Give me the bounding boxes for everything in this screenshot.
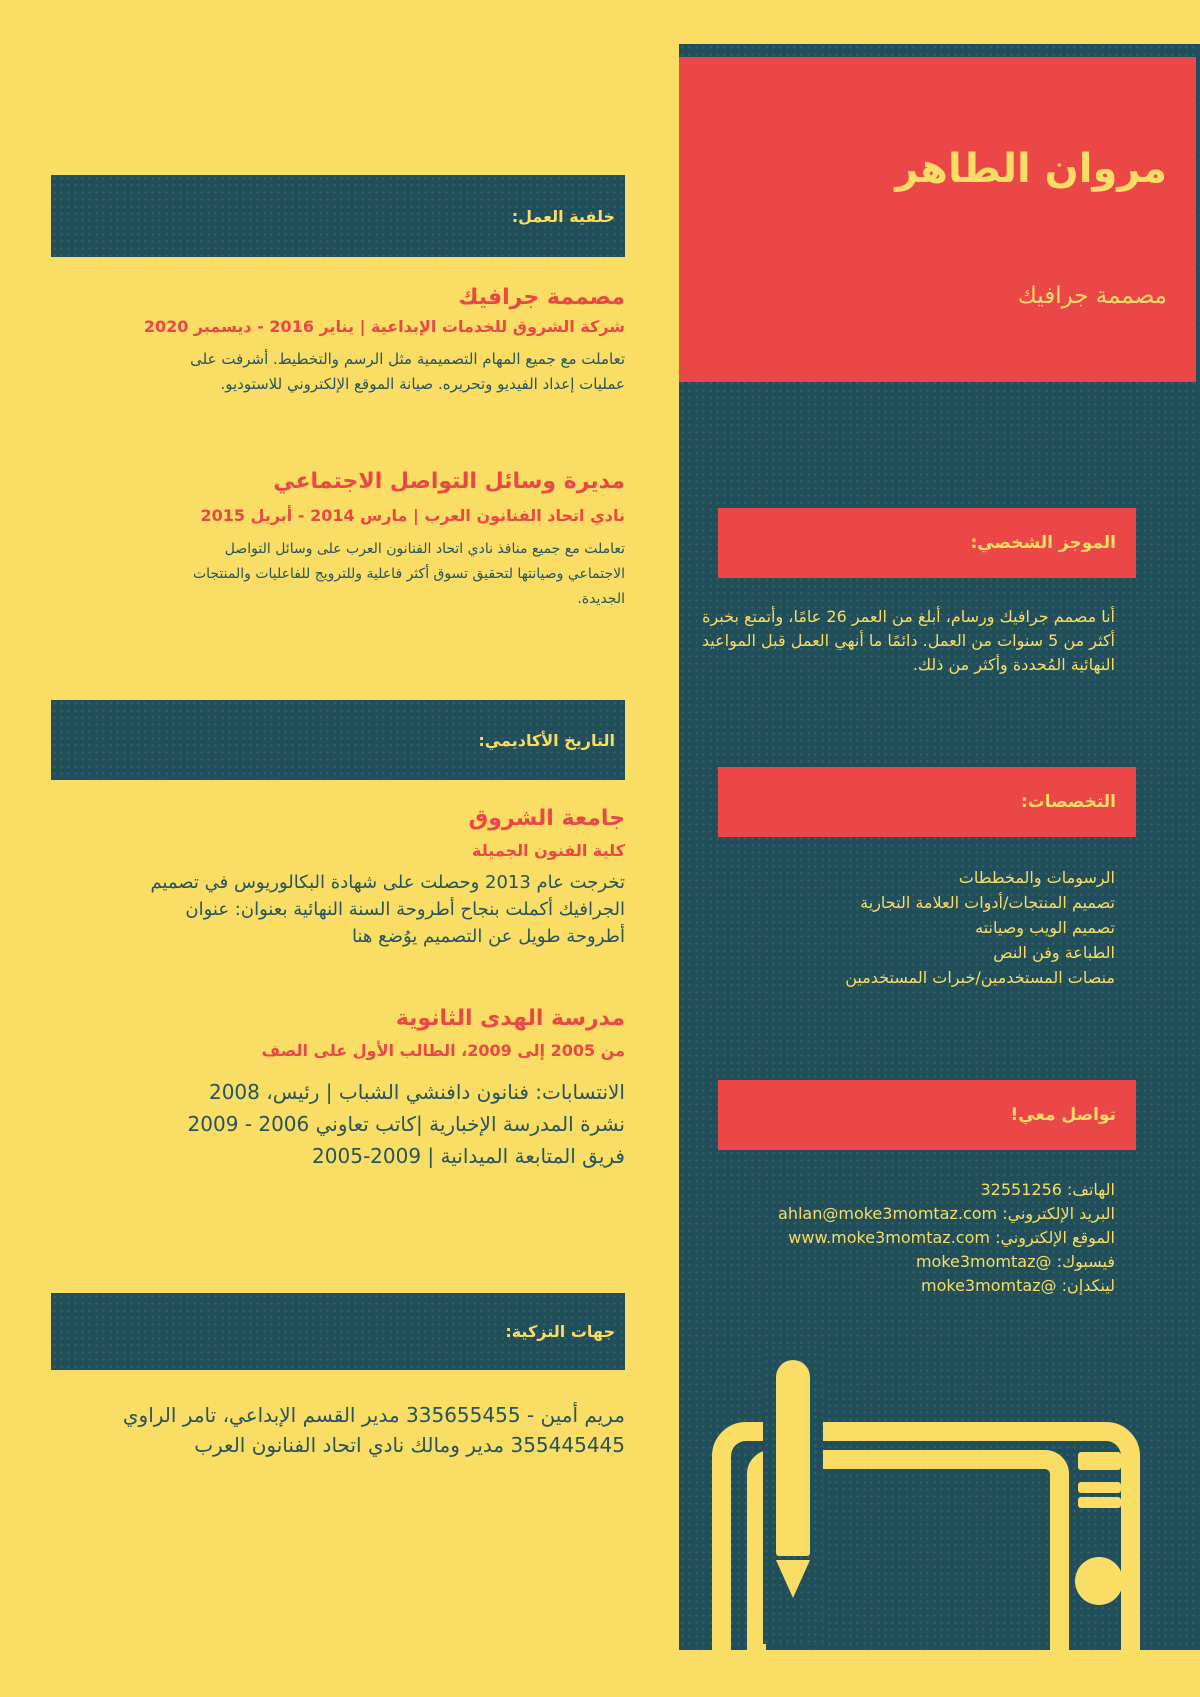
contact-item [683, 1178, 1115, 1202]
person-job-title: مصممة جرافيك [1017, 283, 1167, 309]
contact-label: الموقع الإلكتروني: [995, 1228, 1115, 1247]
contact-value: ahlan@moke3momtaz.com [778, 1204, 998, 1223]
education-description-line: أطروحة طويل عن التصميم يوُضع هنا [352, 926, 625, 947]
tablet-button-icon [1075, 1557, 1123, 1605]
summary-text [683, 605, 1115, 677]
contact-label: البريد الإلكتروني: [1002, 1204, 1115, 1223]
work-section-heading [51, 175, 625, 257]
work-heading-label: خلفية العمل: [511, 206, 615, 226]
summary-section-heading [718, 508, 1136, 578]
specialty-item: الطباعة وفن النص [993, 943, 1115, 962]
specialty-item: منصات المستخدمين/خبرات المستخدمين [845, 968, 1115, 987]
specialty-item: تصميم المنتجات/أدوات العلامة التجارية [860, 893, 1115, 912]
contact-value: www.moke3momtaz.com [788, 1228, 990, 1247]
contact-list [683, 1178, 1115, 1298]
references-line: مريم أمين - 335655455 مدير القسم الإبداعي، تامر الراوي [122, 1403, 625, 1427]
job-description [45, 347, 625, 397]
specialty-item: الرسومات والمخططات [958, 868, 1115, 887]
contact-label: الهاتف: [1067, 1180, 1115, 1199]
contact-item [683, 1226, 1115, 1250]
sidebar-column [679, 44, 1200, 1650]
job-description [45, 537, 625, 612]
specialties-section-heading [718, 767, 1136, 837]
name-header-block [679, 57, 1196, 382]
specialty-item: تصميم الويب وصيانته [975, 918, 1115, 937]
contact-item [683, 1250, 1115, 1274]
education-section-heading [51, 700, 625, 780]
stylus-pen-icon [776, 1360, 810, 1556]
education-description-line: نشرة المدرسة الإخبارية |كاتب تعاوني 2006 - 2009 [187, 1112, 625, 1136]
summary-line: أنا مصمم جرافيك ورسام، أبلغ من العمر 26 عامًا، وأتمتع بخبرة [702, 607, 1115, 626]
summary-heading-label: الموجز الشخصي: [970, 533, 1116, 553]
contact-item [683, 1202, 1115, 1226]
job-meta: شركة الشروق للخدمات الإبداعية | يناير 2016 - ديسمبر 2020 [143, 317, 625, 336]
tablet-menu-bar-icon [1078, 1452, 1121, 1470]
references-text [45, 1400, 625, 1460]
education-title: جامعة الشروق [468, 806, 625, 831]
contact-value: @moke3momtaz [915, 1252, 1052, 1271]
job-description-line: تعاملت مع جميع المهام التصميمية مثل الرسم والتخطيط. أشرفت على [190, 350, 625, 368]
job-title: مصممة جرافيك [458, 285, 625, 310]
job-description-line: عمليات إعداد الفيديو وتحريره. صيانة الموقع الإلكتروني للاستوديو. [220, 375, 625, 393]
contact-value: @moke3momtaz [921, 1276, 1057, 1295]
contact-section-heading [718, 1080, 1136, 1150]
person-name: مروان الطاهر [895, 146, 1167, 192]
specialties-heading-label: التخصصات: [1020, 792, 1116, 812]
job-title: مديرة وسائل التواصل الاجتماعي [273, 469, 625, 494]
specialties-list [683, 865, 1115, 990]
education-description [45, 869, 625, 950]
education-description-line: الانتسابات: فنانون دافنشي الشباب | رئيس، 2008 [208, 1080, 625, 1104]
job-meta: نادي اتحاد الفنانون العرب | مارس 2014 - أبريل 2015 [200, 506, 625, 525]
contact-label: لينكدإن: [1061, 1276, 1115, 1295]
education-description-line: تخرجت عام 2013 وحصلت على شهادة البكالوريوس في تصميم [150, 872, 625, 893]
references-section-heading [51, 1293, 625, 1370]
education-title: مدرسة الهدى الثانوية [395, 1006, 625, 1031]
education-description-line: الجرافيك أكملت بنجاح أطروحة السنة النهائية بعنوان: عنوان [185, 899, 625, 920]
education-subtitle: من 2005 إلى 2009، الطالب الأول على الصف [261, 1041, 625, 1060]
summary-line: أكثر من 5 سنوات من العمل. دائمًا ما أنهي العمل قبل المواعيد [701, 631, 1115, 650]
references-heading-label: جهات التزكية: [505, 1322, 615, 1341]
contact-label: فيسبوك: [1056, 1252, 1115, 1271]
education-heading-label: التاريخ الأكاديمي: [478, 730, 615, 750]
contact-item [683, 1274, 1115, 1298]
tablet-menu-line-icon [1078, 1482, 1121, 1493]
summary-line: النهائية المُحددة وأكثر من ذلك. [912, 655, 1115, 674]
education-description [45, 1076, 625, 1172]
stylus-pen-tip-icon [776, 1560, 810, 1598]
job-description-line: الجديدة. [577, 591, 625, 607]
references-line: 355445445 مدير ومالك نادي اتحاد الفنانون العرب [194, 1433, 625, 1457]
job-description-line: تعاملت مع جميع منافذ نادي اتحاد الفنانون العرب على وسائل التواصل [224, 541, 625, 557]
tablet-menu-line-icon [1078, 1497, 1121, 1508]
job-description-line: الاجتماعي وصيانتها لتحقيق تسوق أكثر فاعلية وللترويج للفاعليات والمنتجات [192, 566, 625, 582]
contact-value: 32551256 [980, 1180, 1062, 1199]
education-subtitle: كلية الفنون الجميلة [472, 841, 625, 860]
education-description-line: فريق المتابعة الميدانية | 2009-2005 [312, 1144, 625, 1168]
contact-heading-label: تواصل معي! [1010, 1105, 1116, 1125]
